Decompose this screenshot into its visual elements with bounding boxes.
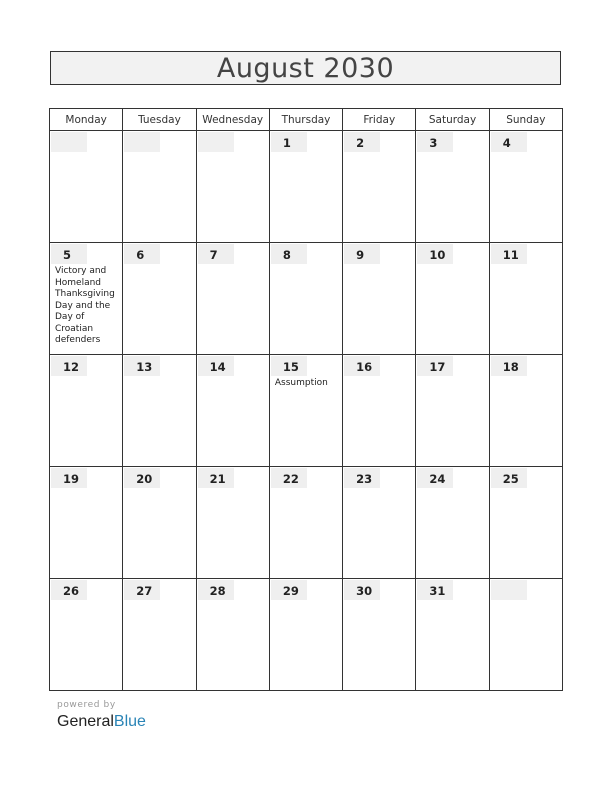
day-cell — [343, 467, 416, 579]
day-number: 13 — [124, 356, 160, 376]
weekday-header: Sunday — [489, 109, 562, 131]
day-cell — [343, 243, 416, 355]
day-number: 17 — [417, 356, 453, 376]
weekday-header: Thursday — [269, 109, 342, 131]
holiday-label: Assumption — [274, 378, 328, 388]
day-cell — [416, 467, 489, 579]
week-row — [50, 131, 563, 243]
day-cell — [269, 243, 342, 355]
week-row — [50, 467, 563, 579]
day-number: 14 — [198, 356, 234, 376]
day-cell — [196, 579, 269, 691]
day-number: 30 — [344, 580, 380, 600]
day-number: 25 — [491, 468, 527, 488]
day-number: 29 — [271, 580, 307, 600]
day-cell — [196, 355, 269, 467]
brand-blue: Blue — [113, 713, 146, 730]
day-cell — [269, 579, 342, 691]
day-number: 1 — [271, 132, 307, 152]
weekday-header: Monday — [50, 109, 123, 131]
day-number — [51, 132, 87, 152]
day-cell — [416, 355, 489, 467]
generalblue-logo — [57, 713, 146, 731]
day-cell — [416, 579, 489, 691]
day-cell — [269, 355, 342, 467]
day-number: 20 — [124, 468, 160, 488]
day-cell — [416, 243, 489, 355]
day-cell — [50, 355, 123, 467]
day-number — [198, 132, 234, 152]
day-number: 4 — [491, 132, 527, 152]
day-number: 15 — [271, 356, 307, 376]
powered-by-text: powered by — [57, 700, 116, 710]
weekday-header: Friday — [343, 109, 416, 131]
day-number: 24 — [417, 468, 453, 488]
day-number: 6 — [124, 244, 160, 264]
weekday-header: Wednesday — [196, 109, 269, 131]
day-cell — [489, 467, 562, 579]
day-number: 9 — [344, 244, 380, 264]
day-cell — [196, 467, 269, 579]
day-cell — [343, 579, 416, 691]
day-number: 5 — [51, 244, 87, 264]
day-number: 23 — [344, 468, 380, 488]
weekday-header: Tuesday — [123, 109, 196, 131]
day-number: 12 — [51, 356, 87, 376]
day-cell — [416, 131, 489, 243]
day-cell — [343, 355, 416, 467]
day-cell — [269, 467, 342, 579]
day-cell — [123, 131, 196, 243]
day-cell — [123, 467, 196, 579]
week-row — [50, 355, 563, 467]
day-number: 18 — [491, 356, 527, 376]
day-cell — [50, 243, 123, 355]
day-cell — [269, 131, 342, 243]
footer — [57, 700, 146, 731]
day-cell — [50, 131, 123, 243]
day-cell — [489, 243, 562, 355]
day-cell — [489, 131, 562, 243]
day-number: 2 — [344, 132, 380, 152]
calendar-grid — [49, 108, 563, 691]
day-number: 31 — [417, 580, 453, 600]
holiday-label: Victory and Homeland Thanksgiving Day and the Day of Croatian defenders — [55, 266, 115, 345]
weekday-header: Saturday — [416, 109, 489, 131]
weekday-header-row — [50, 109, 563, 131]
day-number: 10 — [417, 244, 453, 264]
day-number: 3 — [417, 132, 453, 152]
day-cell — [343, 131, 416, 243]
day-cell — [489, 355, 562, 467]
brand-general: General — [57, 713, 114, 730]
day-number — [124, 132, 160, 152]
day-cell — [50, 467, 123, 579]
day-cell — [196, 243, 269, 355]
day-number: 26 — [51, 580, 87, 600]
day-cell — [123, 579, 196, 691]
day-cell — [123, 355, 196, 467]
week-row — [50, 243, 563, 355]
day-number: 19 — [51, 468, 87, 488]
day-cell — [196, 131, 269, 243]
calendar-title-box — [50, 51, 561, 85]
day-cell — [123, 243, 196, 355]
day-number: 16 — [344, 356, 380, 376]
week-row — [50, 579, 563, 691]
day-cell — [489, 579, 562, 691]
day-cell — [50, 579, 123, 691]
day-number: 22 — [271, 468, 307, 488]
day-number: 21 — [198, 468, 234, 488]
calendar-title: August 2030 — [216, 52, 395, 84]
day-number: 7 — [198, 244, 234, 264]
day-number: 8 — [271, 244, 307, 264]
day-number: 27 — [124, 580, 160, 600]
day-number: 11 — [491, 244, 527, 264]
day-number — [491, 580, 527, 600]
day-number: 28 — [198, 580, 234, 600]
